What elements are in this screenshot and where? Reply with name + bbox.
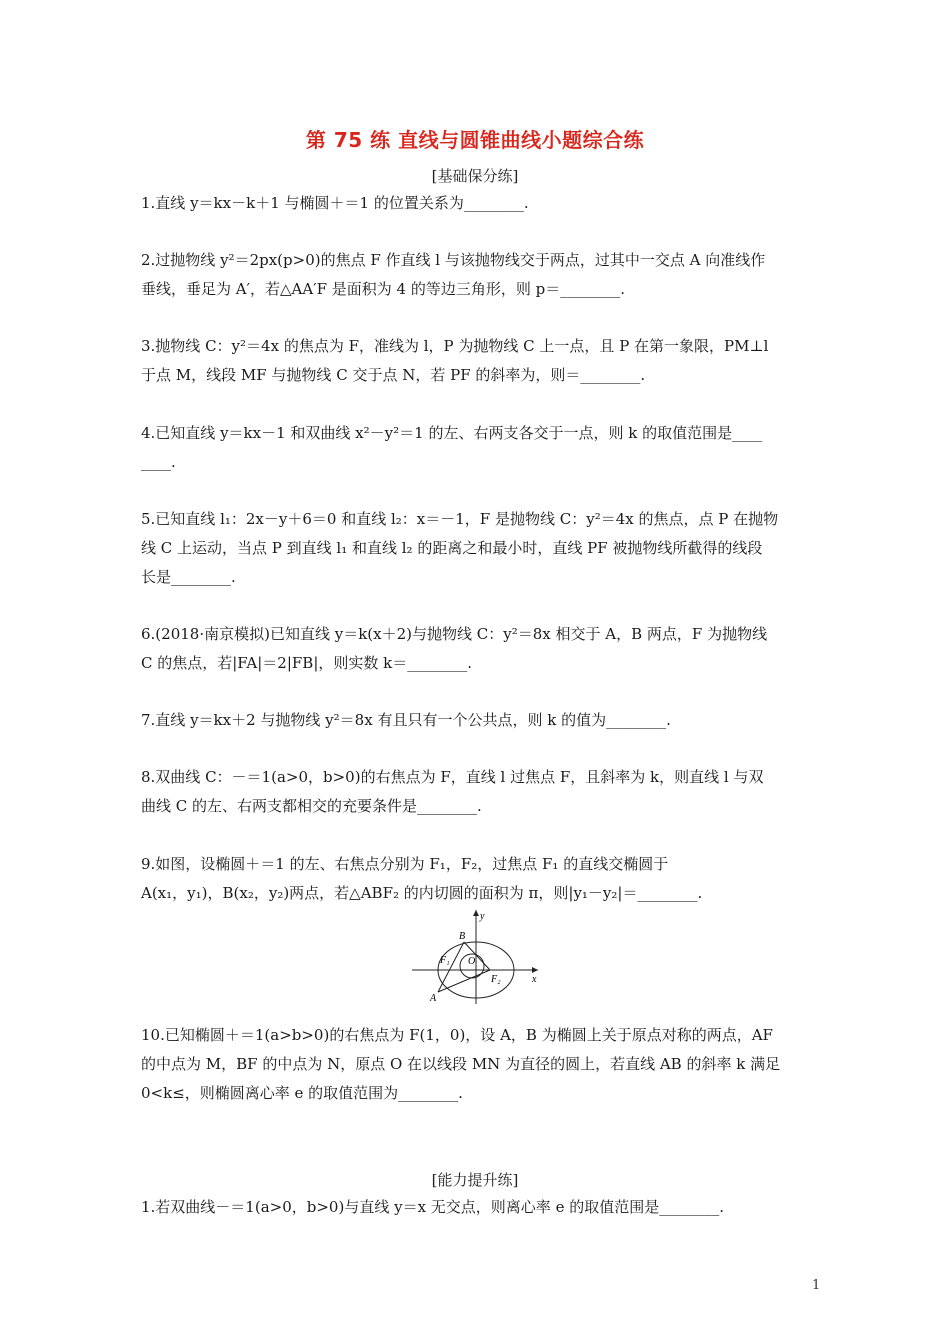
page-title: 第 75 练 直线与圆锥曲线小题综合练 <box>305 128 645 152</box>
question-6-line: C 的焦点，若|FA|＝2|FB|，则实数 k＝________. <box>141 654 472 672</box>
question-2-line: 垂线，垂足为 A′，若△AA′F 是面积为 4 的等边三角形，则 p＝________. <box>141 280 626 298</box>
figure-label-b: B <box>459 931 466 942</box>
question-1-line: 1.直线 y＝kx－k＋1 与椭圆＋＝1 的位置关系为________. <box>141 194 529 212</box>
advanced-question-1-line: 1.若双曲线－＝1(a>0，b>0)与直线 y＝x 无交点，则离心率 e 的取值范围是________. <box>141 1198 724 1216</box>
figure-label-f2: F₂ <box>491 974 501 985</box>
question-2-line: 2.过抛物线 y²＝2px(p>0)的焦点 F 作直线 l 与该抛物线交于两点，过其中一交点 A 向准线作 <box>141 251 766 269</box>
question-9-line: 9.如图，设椭圆＋＝1 的左、右焦点分别为 F₁，F₂，过焦点 F₁ 的直线交椭圆于 <box>141 855 669 873</box>
question-9-line: A(x₁，y₁)，B(x₂，y₂)两点，若△ABF₂ 的内切圆的面积为 π，则|y₁－y₂|＝________. <box>141 884 703 902</box>
section-heading-basic: [基础保分练] <box>431 167 519 185</box>
question-5-line: 5.已知直线 l₁：2x－y＋6＝0 和直线 l₂：x＝－1，F 是抛物线 C：y²＝4x 的焦点，点 P 在抛物 <box>141 510 779 528</box>
question-5-line: 线 C 上运动，当点 P 到直线 l₁ 和直线 l₂ 的距离之和最小时，直线 PF 被抛物线所截得的线段 <box>141 539 763 557</box>
question-10-line: 的中点为 M，BF 的中点为 N，原点 O 在以线段 MN 为直径的圆上，若直线 AB 的斜率 k 满足 <box>141 1055 781 1073</box>
question-5-line: 长是________. <box>141 568 236 586</box>
question-3-line: 于点 M，线段 MF 与抛物线 C 交于点 N，若 PF 的斜率为，则＝________. <box>141 366 646 384</box>
question-3-line: 3.抛物线 C：y²＝4x 的焦点为 F，准线为 l，P 为抛物线 C 上一点，且 P 在第一象限，PM⊥l <box>141 337 769 355</box>
figure-label-o: O <box>468 956 476 967</box>
figure-label-f1: F₁ <box>440 955 450 966</box>
question-6-line: 6.(2018·南京模拟)已知直线 y＝k(x＋2)与抛物线 C：y²＝8x 相交于 A，B 两点，F 为抛物线 <box>141 625 768 643</box>
question-7-line: 7.直线 y＝kx＋2 与抛物线 y²＝8x 有且只有一个公共点，则 k 的值为________. <box>141 711 671 729</box>
question-10-line: 10.已知椭圆＋＝1(a>b>0)的右焦点为 F(1，0)，设 A，B 为椭圆上关于原点对称的两点，AF <box>141 1026 773 1044</box>
ellipse-figure <box>406 906 546 1006</box>
question-8-line: 8.双曲线 C：－＝1(a>0，b>0)的右焦点为 F，直线 l 过焦点 F，且斜率为 k，则直线 l 与双 <box>141 768 764 786</box>
question-4-line: 4.已知直线 y＝kx－1 和双曲线 x²－y²＝1 的左、右两支各交于一点，则 k 的取值范围是____ <box>141 424 763 442</box>
figure-label-a: A <box>430 993 437 1004</box>
figure-label-x: x <box>532 974 537 985</box>
question-10-line: 0<k≤，则椭圆离心率 e 的取值范围为________. <box>141 1084 463 1102</box>
question-4-line: ____. <box>141 453 176 471</box>
figure-label-y: y <box>480 911 485 922</box>
question-8-line: 曲线 C 的左、右两支都相交的充要条件是________. <box>141 797 482 815</box>
section-heading-advanced: [能力提升练] <box>431 1171 519 1189</box>
page-number: 1 <box>812 1278 821 1293</box>
